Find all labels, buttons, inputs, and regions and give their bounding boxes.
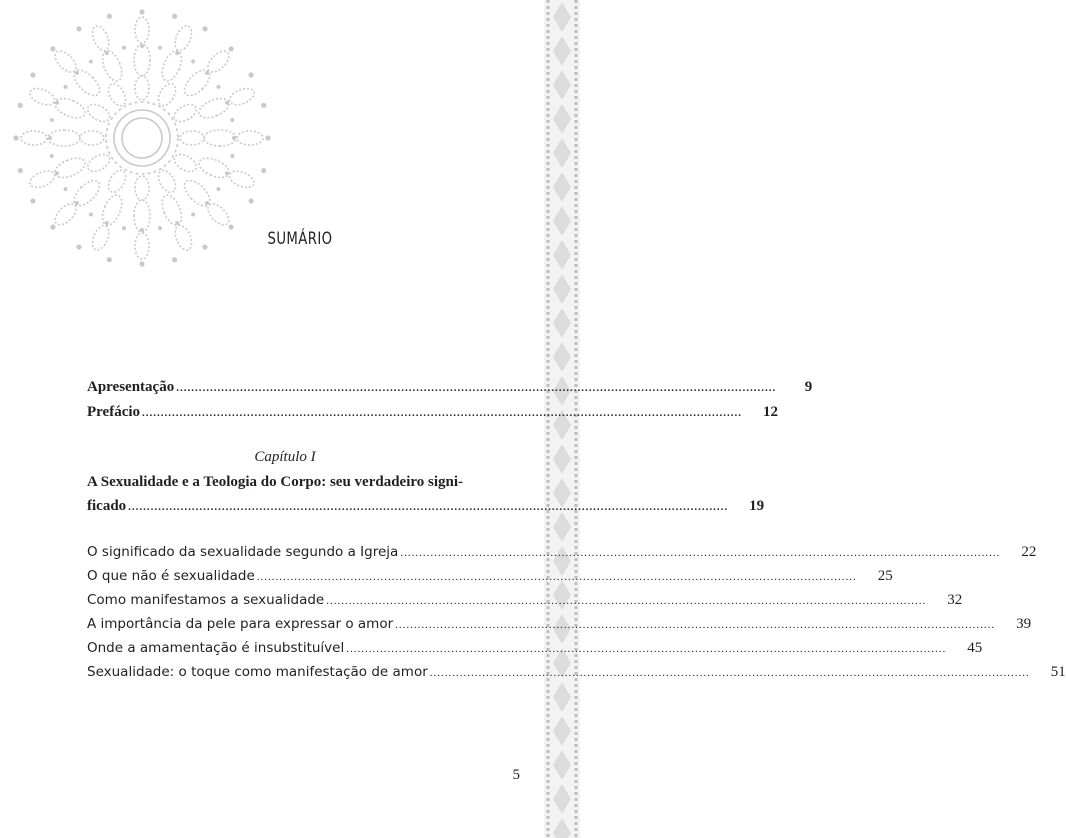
toc-leader-dots: ................................................................................................................................................................	[326, 595, 927, 607]
toc-leader-dots: ................................................................................................................................................................	[128, 501, 729, 513]
toc-entry-page: 19	[749, 498, 765, 514]
toc-entry-page: 9	[804, 379, 813, 395]
toc-entry-label: ficado	[87, 498, 127, 514]
toc-entry-page: 12	[763, 404, 779, 420]
toc-leader-dots: ................................................................................................................................................................	[346, 643, 947, 655]
toc-leader-dots: ................................................................................................................................................................	[429, 667, 1030, 679]
toc-entry-page: 32	[947, 592, 963, 608]
toc-leader-dots: ................................................................................................................................................................	[400, 547, 1001, 559]
toc-entry-page: 39	[1016, 616, 1032, 632]
toc-entry-chapter[interactable]	[87, 496, 765, 517]
toc-entry-label: A importância da pele para expressar o amor	[87, 616, 394, 632]
page-number: 5	[512, 767, 520, 783]
toc-entry-apresentacao[interactable]	[87, 377, 813, 398]
toc-entry-label: O significado da sexualidade segundo a Igreja	[87, 544, 399, 560]
toc-entry-section[interactable]	[87, 542, 1037, 563]
toc-entry-section[interactable]	[87, 614, 1032, 635]
toc-entry-section[interactable]	[87, 566, 893, 587]
toc-entry-page: 51	[1050, 664, 1066, 680]
toc-leader-dots: ................................................................................................................................................................	[395, 619, 996, 631]
toc-entry-label: O que não é sexualidade	[87, 568, 255, 584]
toc-entry-prefacio[interactable]	[87, 402, 779, 423]
chapter-title-line1[interactable]: A Sexualidade e a Teologia do Corpo: seu verdadeiro signi-	[87, 474, 464, 490]
toc-entry-page: 45	[967, 640, 983, 656]
toc-entry-section[interactable]	[87, 590, 963, 611]
toc-leader-dots: ................................................................................................................................................................	[142, 407, 743, 419]
toc-entry-section[interactable]	[87, 662, 1066, 683]
toc-leader-dots: ................................................................................................................................................................	[256, 571, 857, 583]
page-title: SUMÁRIO	[267, 229, 333, 249]
toc-entry-label: Onde a amamentação é insubstituível	[87, 640, 345, 656]
chapter-label: Capítulo I	[254, 449, 316, 465]
toc-entry-page: 22	[1021, 544, 1037, 560]
toc-leader-dots: ................................................................................................................................................................	[176, 382, 777, 394]
toc-entry-label: Como manifestamos a sexualidade	[87, 592, 325, 608]
toc-entry-label: Prefácio	[87, 404, 141, 420]
toc-entry-label: Apresentação	[87, 379, 175, 395]
toc-entry-label: Sexualidade: o toque como manifestação de amor	[87, 664, 428, 680]
toc-entry-section[interactable]	[87, 638, 983, 659]
toc-entry-page: 25	[877, 568, 893, 584]
